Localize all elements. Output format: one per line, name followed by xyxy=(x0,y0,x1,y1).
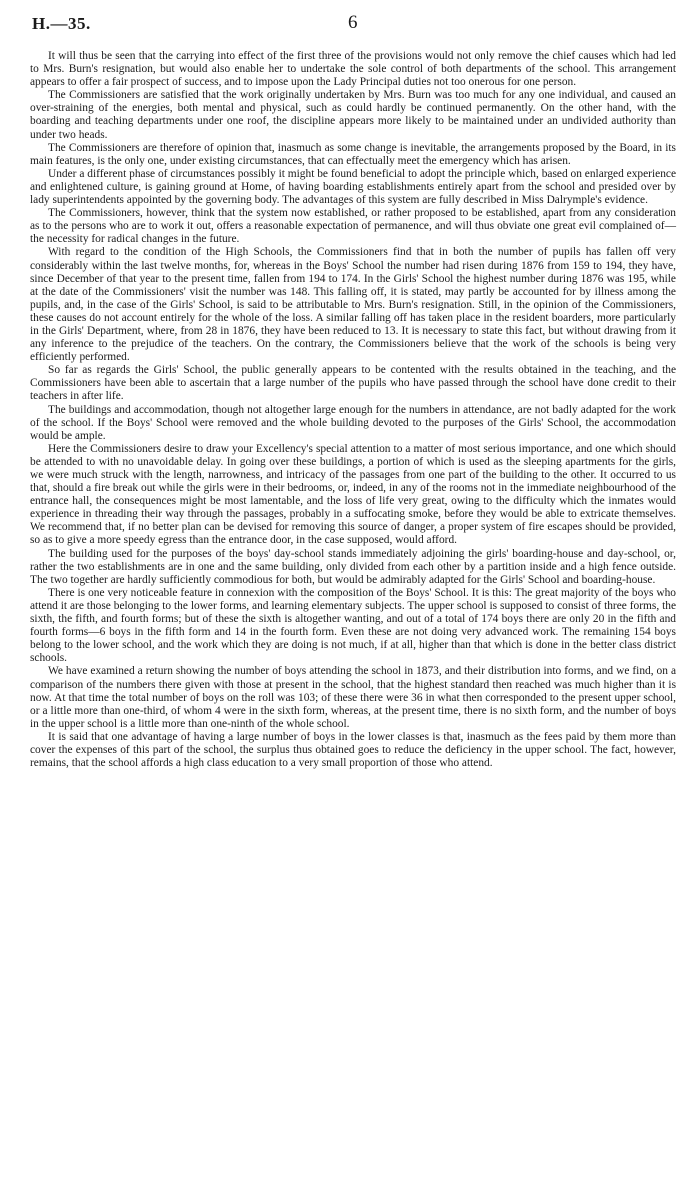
paragraph: The buildings and accommodation, though not altogether large enough for the numbers in attendance, are not badly adapted for the work of the school. If the Boys' School were removed and the whole building devoted to the purposes of the Girls' School, the accommodation would be ample. xyxy=(30,403,676,442)
paper-reference: H.—35. xyxy=(32,14,91,33)
paragraph: Under a different phase of circumstances possibly it might be found beneficial to adopt the principle which, based on enlarged experience and enlightened culture, is gaining ground at Home, of having boarding establishments entirely apart from the school and presided over by lady superintendents appointed by the governing body. The advantages of this system are fully described in Miss Dalrymple's evidence. xyxy=(30,167,676,207)
page-number: 6 xyxy=(348,12,358,33)
paragraph: The Commissioners are therefore of opinion that, inasmuch as some change is inevitable, the arrangements proposed by the Board, in its main features, is the only one, under existing circumstances, that can effectually meet the emergency which has arisen. xyxy=(30,141,676,167)
paragraph: The building used for the purposes of the boys' day-school stands immediately adjoining the girls' boarding-house and day-school, or, rather the two establishments are in one and the same building, only divided from each other by a partition inside and a high fence outside. The two together are hardly sufficiently commodious for both, but would be admirably adapted for the Girls' School and boarding-house. xyxy=(30,547,676,586)
paragraph: We have examined a return showing the number of boys attending the school in 1873, and their distribution into forms, and we find, on a comparison of the numbers there given with those at present in the school, that the highest standard then reached was much higher than it is now. At that time the total number of boys on the roll was 103; of these there were 36 in what then corresponded to the present upper school, or a little more than one-third, of whom 4 were in the sixth form, whereas, at the present time, there is no sixth form, and the number of boys in the upper school is a little more than one-ninth of the whole school. xyxy=(30,665,676,730)
body-text xyxy=(30,50,676,770)
paragraph: Here the Commissioners desire to draw your Excellency's special attention to a matter of most serious importance, and one which should be attended to with no unavoidable delay. In going over these buildings, a portion of which is used as the sleeping apartments for the girls, we were much struck with the length, narrowness, and intricacy of the passages from one part of the building to the other. It occurred to us that, should a fire break out while the girls were in their bedrooms, or, indeed, in any of the rooms not in the immediate neighbourhood of the entrance hall, the consequences might be most lamentable, and the loss of life very great, owing to the difficulty which the inmates would experience in threading their way through the passages, probably in a suffocating smoke, before they would be able to extricate themselves. We recommend that, if no better plan can be devised for removing this source of danger, a proper system of fire escapes should be provided, so as to give a more speedy egress than the entrance door, in the case supposed, would afford. xyxy=(30,442,676,547)
paragraph: There is one very noticeable feature in connexion with the composition of the Boys' School. It is this: The great majority of the boys who attend it are those belonging to the lower forms, and learning elementary subjects. The upper school is supposed to consist of three forms, the sixth, the fifth, and fourth forms; but of these the sixth is altogether wanting, and out of a total of 174 boys there are only 20 in the fifth and fourth forms—6 boys in the fifth form and 14 in the fourth form. Even these are not doing very advanced work. The remaining 154 boys belong to the lower school, and the work which they are doing is not much, if at all, higher than that which is done in the better class district schools. xyxy=(30,586,676,665)
paragraph: It is said that one advantage of having a large number of boys in the lower classes is that, inasmuch as the fees paid by them more than cover the expenses of this part of the school, the surplus thus obtained goes to reduce the deficiency in the upper school. The fact, however, remains, that the school affords a high class education to a very small proportion of those who attend. xyxy=(30,730,676,770)
paragraph: The Commissioners, however, think that the system now established, or rather proposed to be established, apart from any consideration as to the persons who are to work it out, offers a reasonable expectation of permanence, and will thus obviate one great evil complained of—the necessity for radical changes in the future. xyxy=(30,207,676,246)
paragraph: It will thus be seen that the carrying into effect of the first three of the provisions would not only remove the chief causes which had led to Mrs. Burn's resignation, but would also enable her to undertake the sole control of both departments of the school. This arrangement appears to offer a fair prospect of success, and to impose upon the Lady Principal duties not too onerous for one person. xyxy=(30,50,676,89)
paragraph: The Commissioners are satisfied that the work originally undertaken by Mrs. Burn was too much for any one individual, and caused an over-straining of the energies, both mental and physical, such as could hardly be continued permanently. On the other hand, with the boarding and teaching departments under one roof, the discipline appears more likely to be maintained under an undivided authority than under two heads. xyxy=(30,89,676,141)
paragraph: So far as regards the Girls' School, the public generally appears to be contented with the results obtained in the teaching, and the Commissioners have been able to ascertain that a large number of the pupils who have passed through the school have done credit to their teachers in after life. xyxy=(30,364,676,403)
page-header xyxy=(30,12,676,38)
paragraph: With regard to the condition of the High Schools, the Commissioners find that in both the number of pupils has fallen off very considerably within the last twelve months, for, whereas in the Boys' School the number had risen during 1876 from 159 to 194, they have, since December of that year to the present time, fallen from 194 to 174. In the Girls' School the highest number during 1876 was 195, while at the date of the Commissioners' visit the number was 148. This falling off, it is stated, may partly be accounted for by illness among the pupils, and, in the case of the Girls' School, is said to be attributable to Mrs. Burn's resignation. Still, in the opinion of the Commissioners, these causes do not account entirely for the whole of the loss. A similar falling off has taken place in the resident boarders, more particularly in the Girls' Department, where, from 28 in 1876, they have been reduced to 13. It is necessary to state this fact, but without drawing from it any inference to the prejudice of the teachers. On the contrary, the Commissioners believe that the work of the schools is being very efficiently performed. xyxy=(30,246,676,364)
